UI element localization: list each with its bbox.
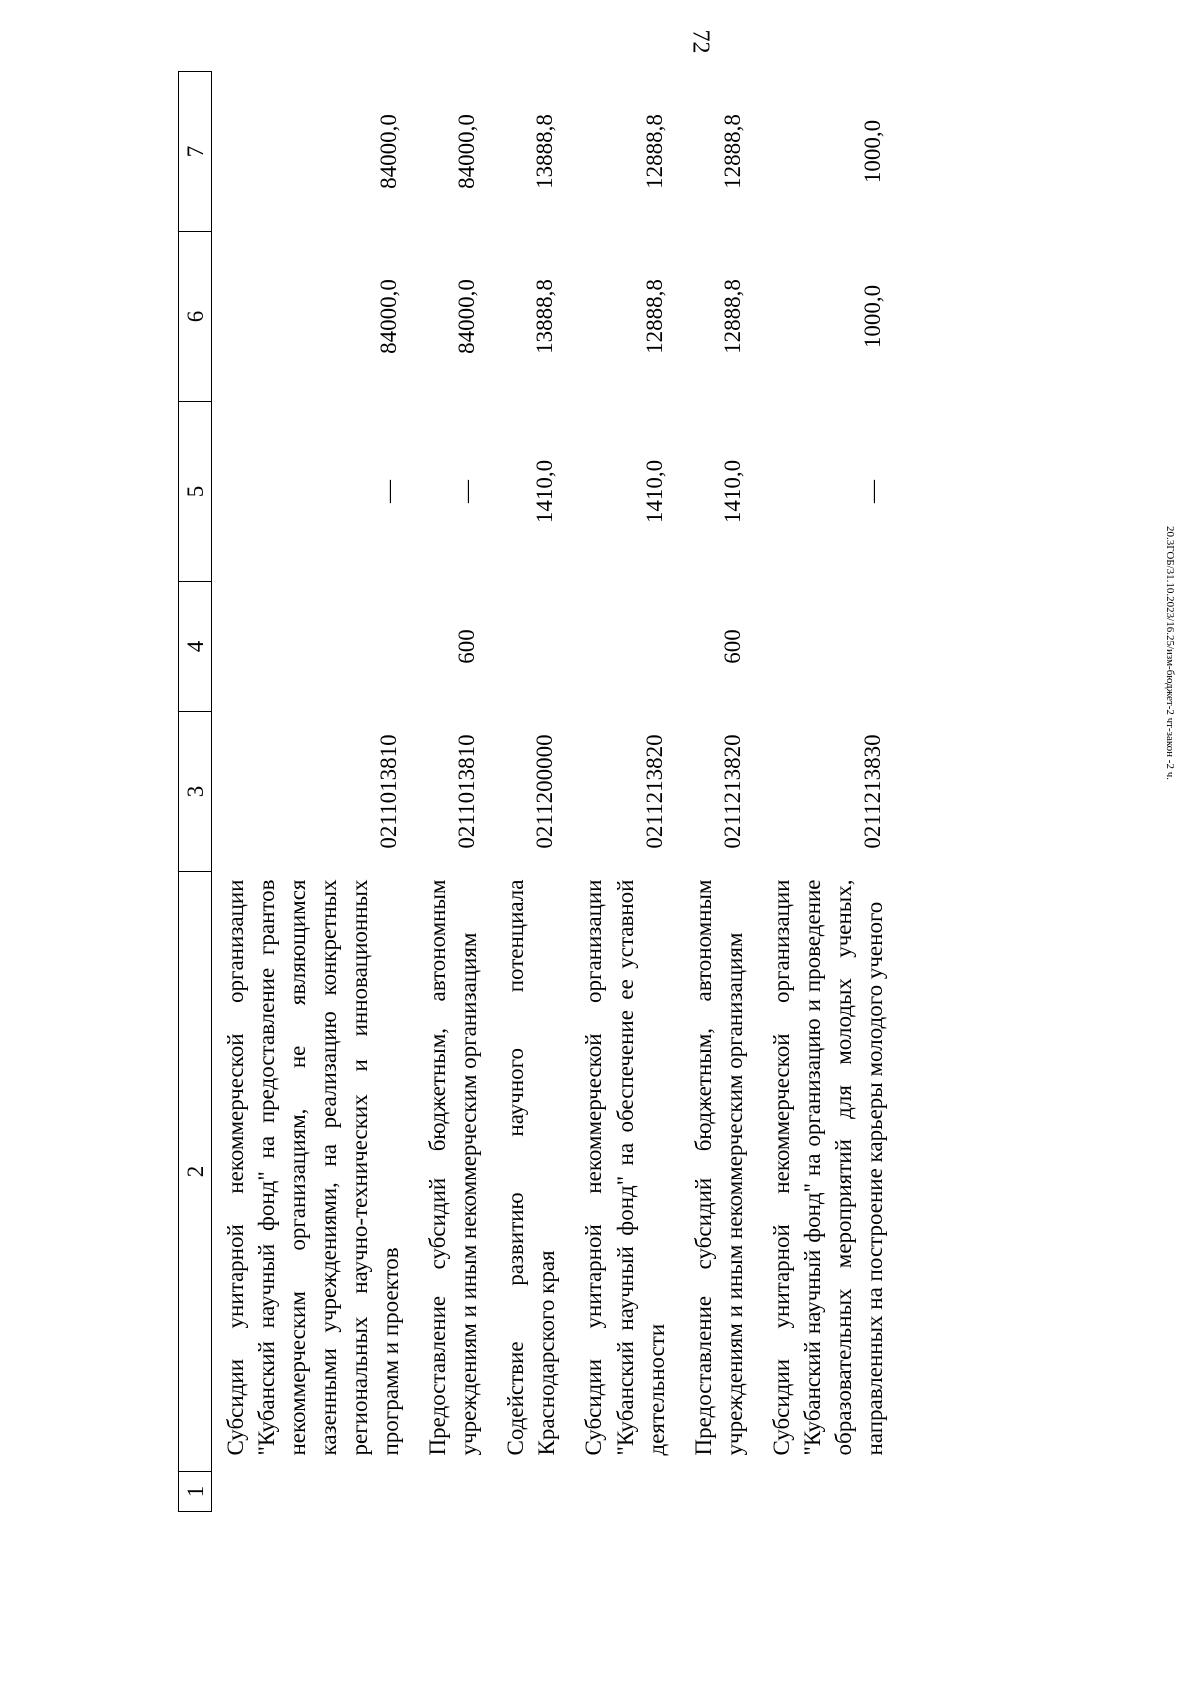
header-col-5: 5 — [179, 402, 212, 582]
header-col-2: 2 — [179, 872, 212, 1472]
table-row — [680, 72, 758, 1512]
document-footer-code: 20.3ГОБ/31.10.2023/16.25/изм-бюджет-2 чт-закон -2 ч. — [1164, 526, 1176, 780]
header-col-3: 3 — [179, 712, 212, 872]
row-col7: 12888,8 — [719, 114, 745, 189]
row-code: 0211213820 — [641, 734, 667, 849]
header-col-7: 7 — [179, 72, 212, 232]
row-code: 0211213830 — [859, 734, 885, 849]
row-col7: 84000,0 — [454, 114, 480, 189]
header-col-4: 4 — [179, 582, 212, 712]
header-col-1: 1 — [179, 1472, 212, 1512]
row-col7: 84000,0 — [376, 114, 402, 189]
row-code: 0211200000 — [532, 734, 558, 849]
table-row — [570, 72, 679, 1512]
row-description: Субсидии унитарной некоммерческой организации "Кубанский научный фонд" на предоставление грантов некоммерческим организациям, не являющимся казенными учреждениями, на реализацию конкретных региональных научно-технических и инновационных программ и проектов — [223, 879, 404, 1456]
row-col6: 1000,0 — [859, 284, 885, 349]
row-col5: — — [859, 480, 885, 503]
row-description: Субсидии унитарной некоммерческой организации "Кубанский научный фонд" на организацию и проведение образовательных мероприятий для молодых ученых, направленных на построение карьеры молодого ученого — [768, 879, 887, 1456]
row-col5: 1410,0 — [532, 459, 558, 524]
row-col6: 13888,8 — [532, 279, 558, 354]
table-row — [414, 72, 492, 1512]
budget-table-container — [178, 72, 918, 1512]
row-type: 600 — [719, 629, 745, 664]
row-col6: 84000,0 — [376, 279, 402, 354]
row-col6: 12888,8 — [641, 279, 667, 354]
row-code: 0211013810 — [376, 734, 402, 849]
header-col-6: 6 — [179, 232, 212, 402]
row-type: 600 — [454, 629, 480, 664]
table-row — [758, 72, 898, 1512]
row-type — [212, 582, 415, 712]
row-col7: 1000,0 — [859, 119, 885, 184]
row-col5: 1410,0 — [719, 459, 745, 524]
row-description: Предоставление субсидий бюджетным, автономным учреждениям и иным некоммерческим организациям — [425, 879, 482, 1456]
row-col5: — — [376, 480, 402, 503]
row-type — [758, 582, 898, 712]
row-col7: 13888,8 — [532, 114, 558, 189]
row-type — [492, 582, 570, 712]
row-col7: 12888,8 — [641, 114, 667, 189]
row-code: 0211213820 — [719, 734, 745, 849]
header-row — [179, 72, 212, 1512]
row-col6: 12888,8 — [719, 279, 745, 354]
row-description: Предоставление субсидий бюджетным, автономным учреждениям и иным некоммерческим организациям — [690, 879, 747, 1456]
row-col6: 84000,0 — [454, 279, 480, 354]
row-code: 0211013810 — [454, 734, 480, 849]
table-row — [492, 72, 570, 1512]
page-number: 72 — [687, 29, 714, 54]
row-col5: — — [454, 480, 480, 503]
row-description: Содействие развитию научного потенциала Краснодарского края — [503, 879, 560, 1456]
row-type — [570, 582, 679, 712]
row-description: Субсидии унитарной некоммерческой организации "Кубанский научный фонд" на обеспечение ее уставной деятельности — [581, 879, 669, 1456]
table-row — [212, 72, 415, 1512]
budget-table — [178, 71, 898, 1512]
row-col5: 1410,0 — [641, 459, 667, 524]
